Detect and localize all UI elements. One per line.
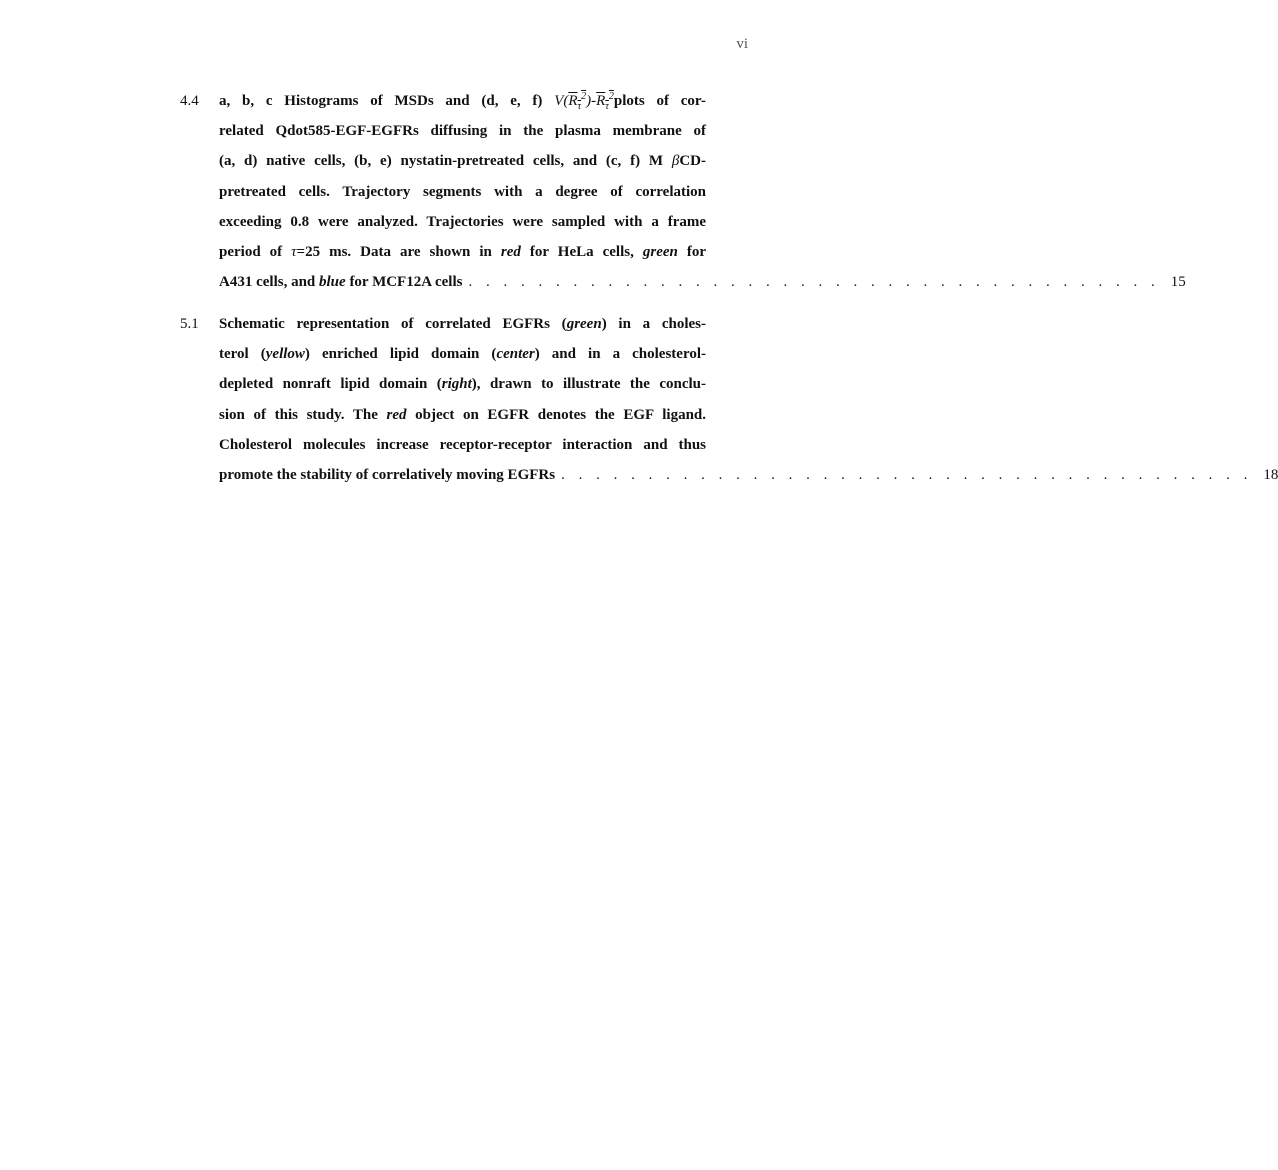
entry-caption bbox=[219, 86, 1186, 297]
entry-caption bbox=[219, 309, 1278, 490]
caption-line-1: Schematic representation of correlated EGFRs (green) in a choles- bbox=[219, 316, 706, 332]
caption-line-4: pretreated cells. Trajectory segments with a degree of correlation bbox=[219, 183, 706, 200]
entry-number: 5.1 bbox=[180, 316, 199, 332]
caption-line-6: period of τ=25 ms. Data are shown in red for HeLa cells, green for bbox=[219, 243, 707, 260]
page-ref[interactable]: 18 bbox=[1263, 466, 1278, 483]
caption-line-2: related Qdot585-EGF-EGFRs diffusing in the plasma membrane of bbox=[219, 123, 706, 140]
caption-line-2: terol (yellow) enriched lipid domain (center) and in a cholesterol- bbox=[219, 346, 706, 363]
page-number: vi bbox=[736, 36, 748, 52]
caption-line-7: A431 cells, and blue for MCF12A cells . . . . . . . . . . . . . . . . . . . . . . . . . . . . . . . . . . . . . . . . 15 bbox=[219, 267, 748, 297]
caption-line-1: a, b, c Histograms of MSDs and (d, e, f) $V(R_\tau^2)-R_\tau^2plots$ of cor- bbox=[219, 91, 707, 112]
caption-line-3: depleted nonraft lipid domain (right), drawn to illustrate the conclu- bbox=[219, 376, 707, 393]
leader-dots: . . . . . . . . . . . . . . . . . . . . . . . . . . . . . . . . . . . . . . . . bbox=[561, 466, 1253, 483]
caption-line-4: sion of this study. The red object on EGFR denotes the EGF ligand. bbox=[219, 406, 707, 423]
caption-line-5: exceeding 0.8 were analyzed. Trajectories were sampled with a frame bbox=[219, 213, 706, 230]
math-expression: $V(R_\tau^2)-R_\tau^2$ bbox=[554, 91, 614, 112]
leader-dots: . . . . . . . . . . . . . . . . . . . . . . . . . . . . . . . . . . . . . . . . bbox=[468, 274, 1160, 291]
entry-number: 4.4 bbox=[180, 93, 199, 109]
caption-line-5: Cholesterol molecules increase receptor-receptor interaction and thus bbox=[219, 436, 706, 453]
caption-line-3: (a, d) native cells, (b, e) nystatin-pretreated cells, and (c, f) M βCD- bbox=[219, 153, 706, 170]
caption-line-6: promote the stability of correlatively moving EGFRs . . . . . . . . . . . . . . . . . . . . . . . . . . . . . . . . . . . . . . . . 18 bbox=[219, 460, 748, 490]
page-ref[interactable]: 15 bbox=[1170, 274, 1186, 291]
